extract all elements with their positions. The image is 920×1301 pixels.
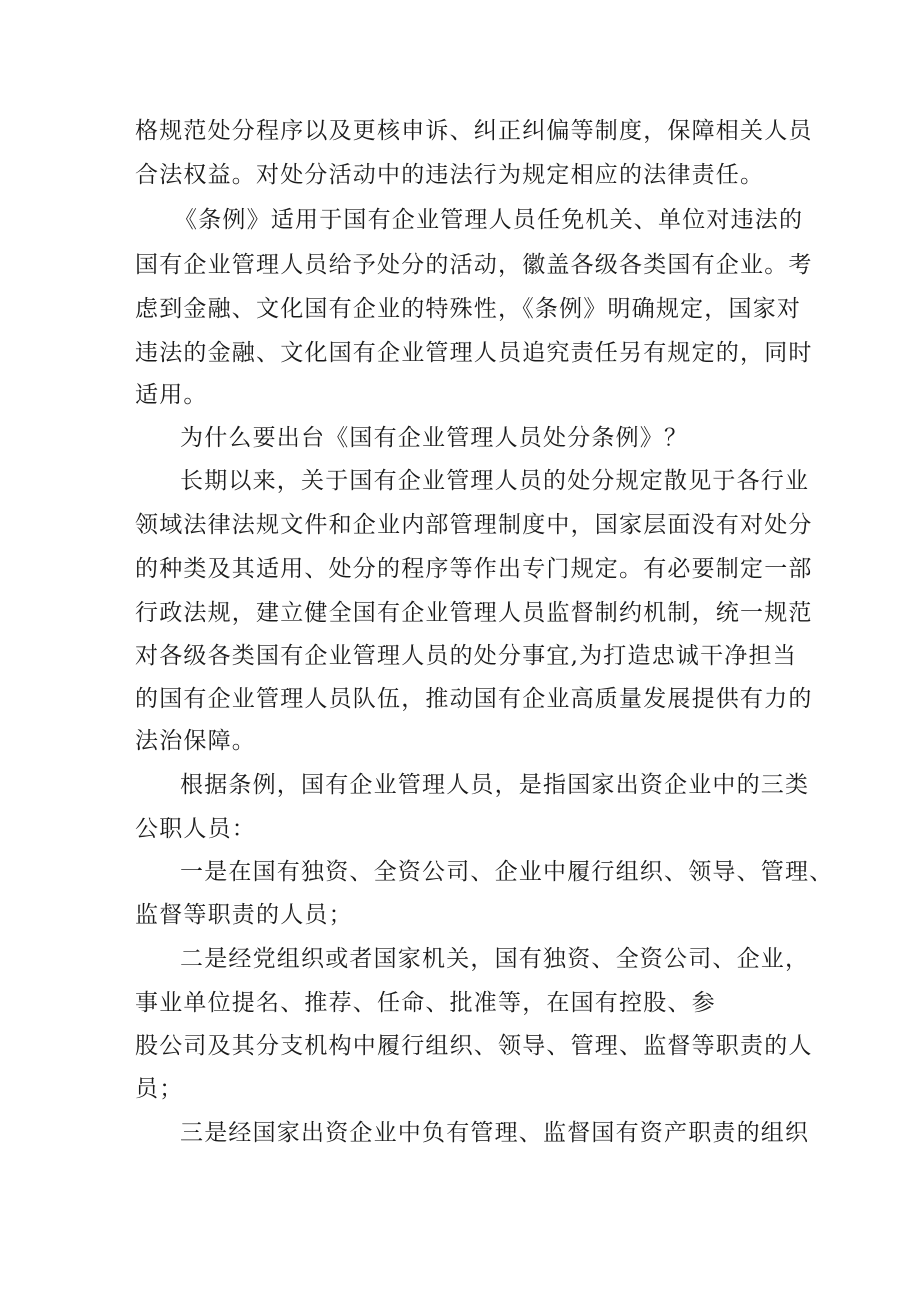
text-line: 监督等职责的人员； xyxy=(135,902,353,928)
text-line: 事业单位提名、推荐、任命、批准等，在国有控股、参 xyxy=(135,990,716,1016)
text-line: 领域法律法规文件和企业内部管理制度中，国家层面没有对处分 xyxy=(135,512,813,538)
text-line: 股公司及其分支机构中履行组织、领导、管理、监督等职责的人 xyxy=(135,1033,813,1059)
text-line: 法治保障。 xyxy=(135,728,256,754)
text-line: 二是经党组织或者国家机关，国有独资、全资公司、企业， xyxy=(180,946,810,972)
text-line: 公职人员： xyxy=(135,816,256,842)
section-heading: 为什么要出台《国有企业管理人员处分条例》？ xyxy=(180,425,689,451)
text-line: 合法权益。对处分活动中的违法行为规定相应的法律责任。 xyxy=(135,162,765,188)
text-line: 国有企业管理人员给予处分的活动，徽盖各级各类国有企业。考 xyxy=(135,252,813,278)
text-line: 格规范处分程序以及更核申诉、纠正纠偏等制度，保障相关人员 xyxy=(135,118,813,144)
text-line: 违法的金融、文化国有企业管理人员追究责任另有规定的，同时 xyxy=(135,340,813,366)
text-line: 适用。 xyxy=(135,382,208,408)
text-line: 《条例》适用于国有企业管理人员任免机关、单位对违法的 xyxy=(174,207,804,233)
text-line: 对各级各类国有企业管理人员的处分事宜,为打造忠诚干净担当 xyxy=(135,643,797,669)
text-line: 虑到金融、文化国有企业的特殊性，《条例》明确规定，国家对 xyxy=(135,296,802,322)
text-line: 员； xyxy=(135,1076,184,1102)
text-line: 的国有企业管理人员队伍，推动国有企业高质量发展提供有力的 xyxy=(135,686,813,712)
text-line: 行政法规，建立健全国有企业管理人员监督制约机制，统一规范 xyxy=(135,600,813,626)
text-line: 的种类及其适用、处分的程序等作出专门规定。有必要制定一部 xyxy=(135,556,813,582)
text-line: 长期以来，关于国有企业管理人员的处分规定散见于各行业 xyxy=(180,468,810,494)
text-line: 三是经国家出资企业中负有管理、监督国有资产职责的组织 xyxy=(180,1120,810,1146)
text-line: 根据条例，国有企业管理人员，是指国家出资企业中的三类 xyxy=(180,772,810,798)
text-line: 一是在国有独资、全资公司、企业中履行组织、领导、管理、 xyxy=(180,859,834,885)
